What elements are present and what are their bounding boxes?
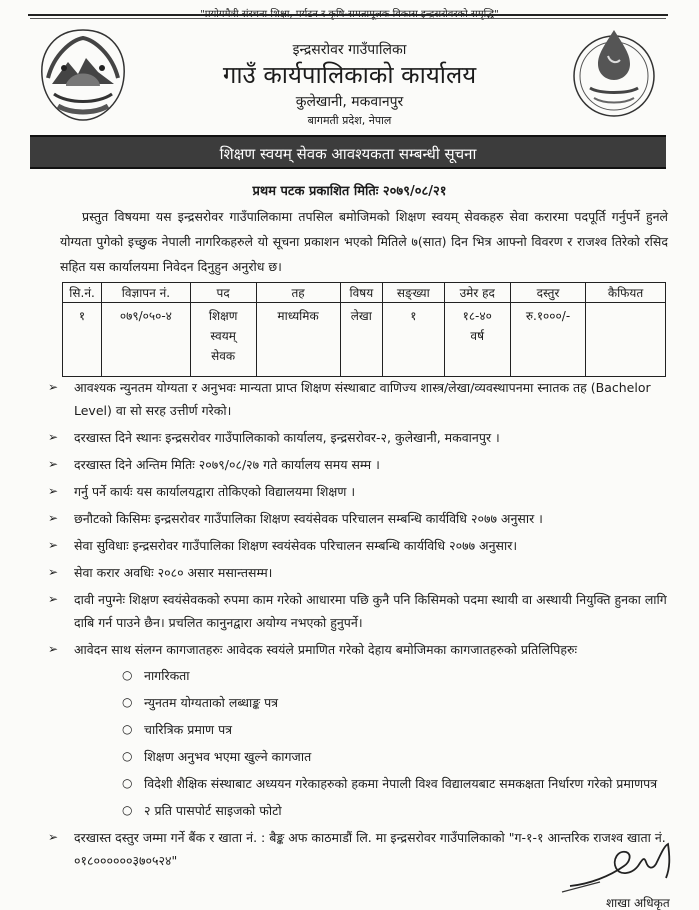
table-header: कैफियत <box>586 283 666 303</box>
sublist-item: ○ नागरिकता <box>122 664 673 687</box>
arrow-bullet-icon: ➢ <box>48 592 59 606</box>
table-cell: माध्यमिक <box>256 303 340 377</box>
table-row <box>63 303 666 377</box>
table-header: तह <box>256 283 340 303</box>
table-cell: शिक्षण स्वयम् सेवक <box>190 303 256 377</box>
circle-bullet-icon: ○ <box>122 722 133 736</box>
table-cell <box>586 303 666 377</box>
header-rule <box>28 14 668 16</box>
municipality-name: इन्द्रसरोवर गाउँपालिका <box>292 42 407 58</box>
arrow-bullet-icon: ➢ <box>48 642 59 656</box>
vacancy-table <box>62 282 666 377</box>
arrow-bullet-icon: ➢ <box>48 484 59 498</box>
table-header: सि.नं. <box>63 283 102 303</box>
circle-bullet-icon: ○ <box>122 776 133 790</box>
list-item: ➢ दरखास्त दिने स्थानः इन्द्रसरोवर गाउँपालिकाको कार्यालय, इन्द्रसरोवर-२, कुलेखानी, मकवानपुर । <box>48 426 673 449</box>
table-cell: १ <box>383 303 444 377</box>
table-header: उमेर हद <box>444 283 510 303</box>
sublist-item: ○ न्युनतम योग्यताको लब्धाङ्क पत्र <box>122 691 673 714</box>
list-item: ➢ आवेदन साथ संलग्न कागजातहरुः आवेदक स्वयंले प्रमाणित गरेको देहाय बमोजिमका कागजातहरुको प्रतिलिपिहरुः ○ नागरिकता ○ न्युनतम योग्यताको लब्धाङ्क पत्र ○ चारित्रिक प्रमाण पत्र ○ शिक्षण अनुभव भएमा खुल्ने कागजात ○ विदेशी शैक्षिक संस्थाबाट अध्ययन गरेकाहरुको हकमा नेपाली विश्व विद्यालयबाट समकक्षता निर्धारण गरेको प्रमाणपत्र ○ २ प्रति पासपोर्ट साइजको फोटो <box>48 638 673 822</box>
header-rule-thin <box>30 18 666 19</box>
sublist-item: ○ शिक्षण अनुभव भएमा खुल्ने कागजात <box>122 745 673 768</box>
published-date: प्रथम पटक प्रकाशित मितिः २०७९/०८/२१ <box>252 184 447 199</box>
arrow-bullet-icon: ➢ <box>48 830 59 844</box>
list-item: ➢ छनौटको किसिमः इन्द्रसरोवर गाउँपालिका शिक्षण स्वयंसेवक परिचालन सम्बन्धि कार्यविधि २०७७ अनुसार । <box>48 507 673 530</box>
arrow-bullet-icon: ➢ <box>48 511 59 525</box>
list-item: ➢ सेवा करार अवधिः २०८० असार मसान्तसम्म। <box>48 561 673 584</box>
list-item: ➢ दरखास्त दस्तुर जम्मा गर्ने बैंक र खाता नं. : बैङ्क अफ काठमाडौं लि. मा इन्द्रसरोवर गाउँपालिकाको "ग-१-१ आन्तरिक राजश्व खाता नं. ०१८००००००३७०५२४" <box>48 826 673 872</box>
office-name: गाउँ कार्यपालिकाको कार्यालय <box>222 61 477 89</box>
table-cell: १८-४० वर्ष <box>444 303 510 377</box>
circle-bullet-icon: ○ <box>122 668 133 682</box>
arrow-bullet-icon: ➢ <box>48 565 59 579</box>
signatory-title: शाखा अधिकृत <box>606 896 670 910</box>
table-cell: लेखा <box>340 303 383 377</box>
notice-title: शिक्षण स्वयम् सेवक आवश्यकता सम्बन्धी सूचना <box>219 145 477 163</box>
table-cell: १ <box>63 303 102 377</box>
requirements-list <box>48 376 673 876</box>
table-header: सङ्ख्या <box>383 283 444 303</box>
province-line: बागमती प्रदेश, नेपाल <box>307 114 392 127</box>
sublist-item: ○ विदेशी शैक्षिक संस्थाबाट अध्ययन गरेकाहरुको हकमा नेपाली विश्व विद्यालयबाट समकक्षता निर्धारण गरेको प्रमाणपत्र <box>122 772 673 795</box>
documents-sublist <box>74 664 673 822</box>
table-header: विज्ञापन नं. <box>102 283 191 303</box>
circle-bullet-icon: ○ <box>122 803 133 817</box>
circle-bullet-icon: ○ <box>122 695 133 709</box>
circle-bullet-icon: ○ <box>122 749 133 763</box>
office-address: कुलेखानी, मकवानपुर <box>295 94 404 110</box>
table-cell: ०७९/०५०-४ <box>102 303 191 377</box>
list-item: ➢ दावी नपुग्नेः शिक्षण स्वयंसेवकको रुपमा काम गरेको आधारमा पछि कुनै पनि किसिमको पदमा स्थायी वा अस्थायी नियुक्ति हुनका लागि दाबि गर्न पाउने छैन। प्रचलित कानुनद्वारा अयोग्य नभएको हुनुपर्ने। <box>48 588 673 634</box>
table-cell: रु.१०००/- <box>510 303 585 377</box>
intro-paragraph <box>60 204 668 279</box>
table-header: विषय <box>340 283 383 303</box>
arrow-bullet-icon: ➢ <box>48 538 59 552</box>
list-item: ➢ आवश्यक न्युनतम योग्यता र अनुभवः मान्यता प्राप्त शिक्षण संस्थाबाट वाणिज्य शास्त्र/लेखा/व्यवस्थापनमा स्नातक तह (Bachelor Level) वा सो सरह उत्तीर्ण गरेको। <box>48 376 673 422</box>
arrow-bullet-icon: ➢ <box>48 380 59 394</box>
arrow-bullet-icon: ➢ <box>48 430 59 444</box>
table-header: दस्तुर <box>510 283 585 303</box>
handwritten-signature-icon <box>560 836 690 896</box>
list-item: ➢ दरखास्त दिने अन्तिम मितिः २०७९/०८/२७ गते कार्यालय समय सम्म । <box>48 453 673 476</box>
sublist-item: ○ चारित्रिक प्रमाण पत्र <box>122 718 673 741</box>
table-header: पद <box>190 283 256 303</box>
list-item: ➢ सेवा सुविधाः इन्द्रसरोवर गाउँपालिका शिक्षण स्वयंसेवक परिचालन सम्बन्धि कार्यविधि २०७७ अनुसार। <box>48 534 673 557</box>
intro-text: प्रस्तुत विषयमा यस इन्द्रसरोवर गाउँपालिकामा तपसिल बमोजिमको शिक्षण स्वयम् सेवकहरु सेवा करारमा पदपूर्ति गर्नुपर्ने हुनले योग्यता पुगेको इच्छुक नेपाली नागरिकहरुले यो सूचना प्रकाशन भएको मितिले ७(सात) दिन भित्र आफ्नो विवरण र राजश्व तिरेको रसिद सहित यस कार्यालयमा निवेदन दिनुहुन अनुरोध छ। <box>60 209 668 274</box>
notice-title-banner <box>30 135 666 169</box>
sublist-item: ○ २ प्रति पासपोर्ट साइजको फोटो <box>122 799 673 822</box>
table-header-row <box>63 283 666 303</box>
arrow-bullet-icon: ➢ <box>48 457 59 471</box>
slogan: "प्रयोगमैत्री संरचना शिक्षा, पर्यटन र कृषि-समतामूलक विकास इन्द्रसरोवरको समृद्धि" <box>200 9 499 20</box>
list-item: ➢ गर्नु पर्ने कार्यः यस कार्यालयद्वारा तोकिएको विद्यालयमा शिक्षण । <box>48 480 673 503</box>
